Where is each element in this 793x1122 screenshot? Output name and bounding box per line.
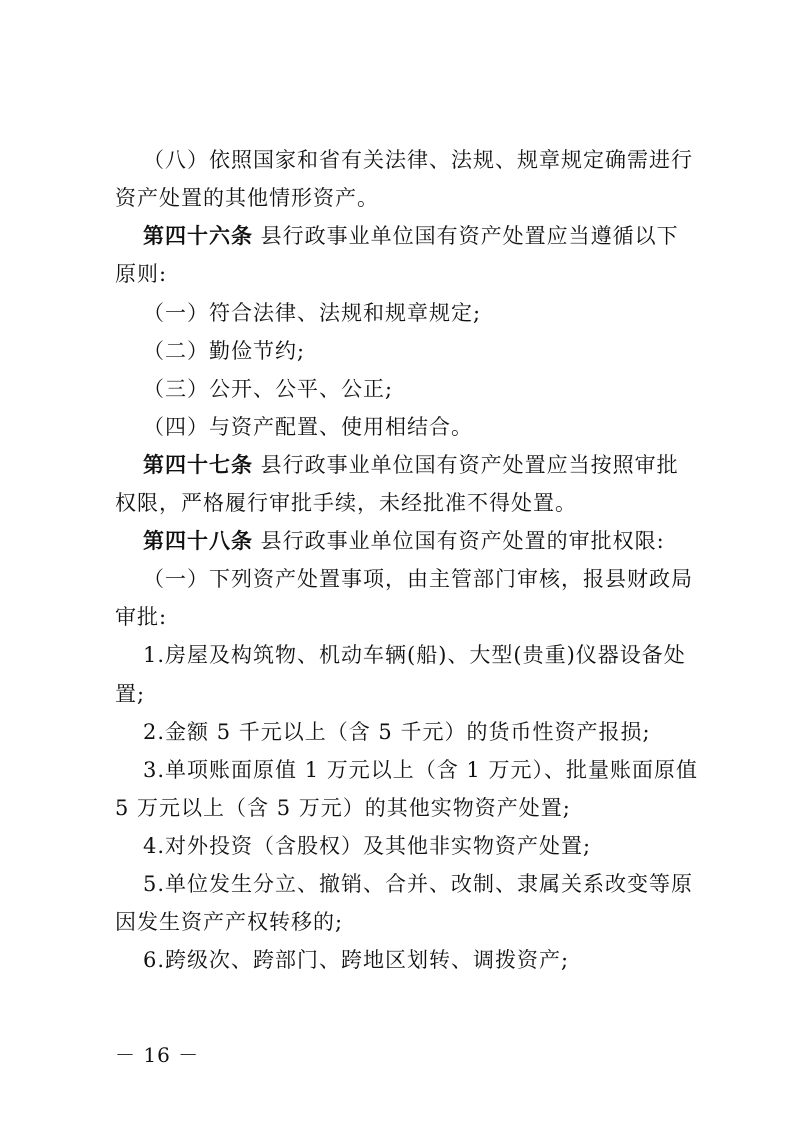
line-text: 县行政事业单位国有资产处置应当按照审批	[253, 453, 679, 477]
line-text: （一）符合法律、法规和规章规定;	[143, 301, 482, 325]
article-heading-line	[143, 528, 665, 554]
paragraph-line	[115, 909, 343, 935]
line-text: 5.单位发生分立、撤销、合并、改制、隶属关系改变等原	[143, 872, 694, 896]
line-text: 县行政事业单位国有资产处置应当遵循以下	[253, 224, 679, 248]
list-item	[143, 376, 393, 402]
article-number: 第四十六条	[143, 224, 253, 248]
line-text: 审批:	[115, 605, 168, 629]
paragraph-line	[115, 604, 167, 630]
list-item	[143, 300, 481, 326]
line-text: （一）下列资产处置事项，由主管部门审核，报县财政局	[143, 567, 693, 591]
line-text: 权限，严格履行审批手续，未经批准不得处置。	[115, 491, 577, 515]
article-heading-line	[143, 223, 678, 249]
list-item	[143, 719, 651, 745]
line-text: 1.房屋及构筑物、机动车辆(船)、大型(贵重)仪器设备处	[143, 643, 686, 667]
list-item	[143, 757, 698, 783]
paragraph-line	[143, 147, 693, 173]
line-text: 2.金额 5 千元以上（含 5 千元）的货币性资产报损;	[143, 720, 651, 744]
line-text: 置;	[115, 682, 146, 706]
line-text: 4.对外投资（含股权）及其他非实物资产处置;	[143, 834, 592, 858]
line-text: 6.跨级次、跨部门、跨地区划转、调拨资产;	[143, 948, 570, 972]
article-heading-line	[143, 452, 678, 478]
list-item	[143, 871, 694, 897]
line-text: （八）依照国家和省有关法律、法规、规章规定确需进行	[143, 148, 693, 172]
paragraph-line	[115, 795, 571, 821]
list-item	[143, 338, 305, 364]
line-text: 因发生资产产权转移的;	[115, 910, 344, 934]
list-item	[143, 947, 569, 973]
line-text: 3.单项账面原值 1 万元以上（含 1 万元）、批量账面原值	[143, 758, 698, 782]
line-text: （四）与资产配置、使用相结合。	[143, 415, 473, 439]
paragraph-line	[115, 185, 379, 211]
line-text: （二）勤俭节约;	[143, 339, 306, 363]
article-number: 第四十八条	[143, 529, 253, 553]
line-text: （三）公开、公平、公正;	[143, 377, 394, 401]
line-text: 5 万元以上（含 5 万元）的其他实物资产处置;	[115, 796, 571, 820]
list-item	[143, 642, 686, 668]
list-item	[143, 566, 693, 592]
paragraph-line	[115, 261, 167, 287]
paragraph-line	[115, 681, 145, 707]
line-text: 县行政事业单位国有资产处置的审批权限:	[253, 529, 665, 553]
page-number: － 16 －	[115, 1043, 200, 1067]
article-number: 第四十七条	[143, 453, 253, 477]
line-text: 资产处置的其他情形资产。	[115, 186, 379, 210]
line-text: 原则:	[115, 262, 168, 286]
paragraph-line	[115, 490, 577, 516]
list-item	[143, 414, 473, 440]
list-item	[143, 833, 591, 859]
